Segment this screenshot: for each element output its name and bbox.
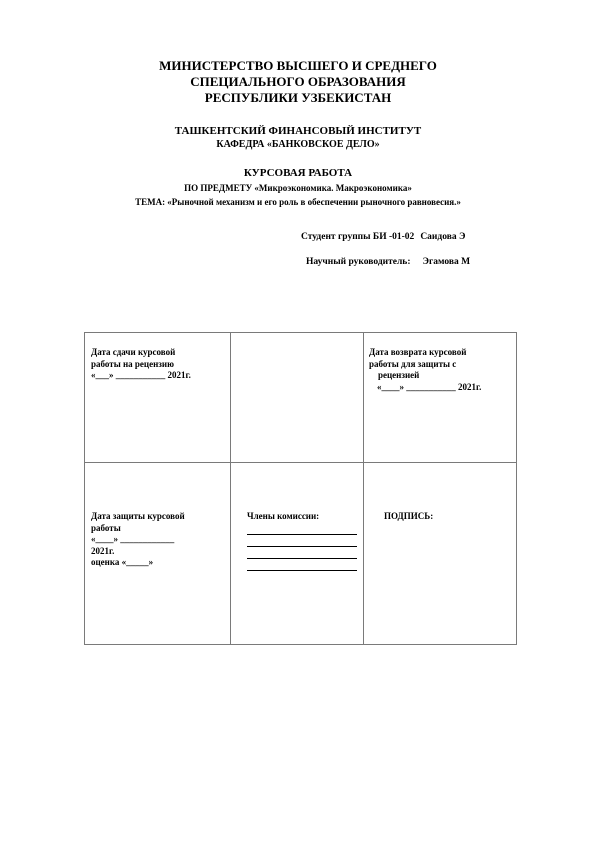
signature-label: ПОДПИСЬ: — [384, 511, 434, 521]
return-line-1: Дата возврата курсовой — [369, 347, 467, 357]
commission-signature-line — [247, 548, 357, 559]
student-name: Саидова Э — [420, 232, 466, 242]
student-label: Студент группы БИ -01-02 — [301, 232, 415, 242]
submission-date-cell — [85, 333, 231, 463]
signature-cell — [364, 463, 517, 645]
defense-line-3: «____» ____________ — [91, 534, 175, 544]
subject-line: ПО ПРЕДМЕТУ «Микроэкономика. Макроэкономика» — [184, 183, 412, 193]
submission-line-1: Дата сдачи курсовой — [91, 347, 176, 357]
commission-signature-line — [247, 524, 357, 535]
defense-line-2: работы — [91, 522, 121, 533]
topic-line: ТЕМА: «Рыночной механизм и его роль в обеспечении рыночного равновесия.» — [135, 197, 461, 207]
submission-line-2: работы на рецензию — [91, 358, 174, 369]
ministry-line-1: МИНИСТЕРСТВО ВЫСШЕГО И СРЕДНЕГО — [159, 58, 437, 73]
defense-date-cell — [85, 463, 231, 645]
defense-line-4: 2021г. — [91, 545, 115, 556]
return-line-3: рецензией — [378, 370, 420, 380]
ministry-line-3: РЕСПУБЛИКИ УЗБЕКИСТАН — [204, 90, 392, 105]
student-info — [301, 232, 465, 242]
work-type: КУРСОВАЯ РАБОТА — [243, 167, 353, 179]
ministry-title — [0, 58, 596, 106]
advisor-info — [306, 257, 470, 267]
advisor-label: Научный руководитель: — [306, 257, 411, 267]
commission-signature-line — [247, 560, 357, 571]
commission-signature-line — [247, 536, 357, 547]
advisor-name: Эгамова М — [422, 257, 471, 267]
defense-line-5: оценка «_____» — [91, 557, 154, 567]
institute-name: ТАШКЕНТСКИЙ ФИНАНСОВЫЙ ИНСТИТУТ — [174, 125, 422, 137]
table-row — [85, 333, 517, 463]
commission-cell — [231, 463, 364, 645]
ministry-line-2: СПЕЦИАЛЬНОГО ОБРАЗОВАНИЯ — [190, 74, 406, 89]
review-table — [84, 332, 517, 645]
defense-line-1: Дата защиты курсовой — [91, 511, 185, 521]
submission-line-3: «___» ___________ 2021г. — [91, 370, 191, 380]
table-row — [85, 463, 517, 645]
return-line-2: работы для защиты с — [369, 358, 457, 369]
commission-label: Члены комиссии: — [247, 511, 320, 521]
return-date-cell — [364, 333, 517, 463]
empty-cell — [231, 333, 364, 463]
department-name: КАФЕДРА «БАНКОВСКОЕ ДЕЛО» — [216, 139, 380, 150]
return-line-4: «____» ___________ 2021г. — [377, 381, 482, 392]
